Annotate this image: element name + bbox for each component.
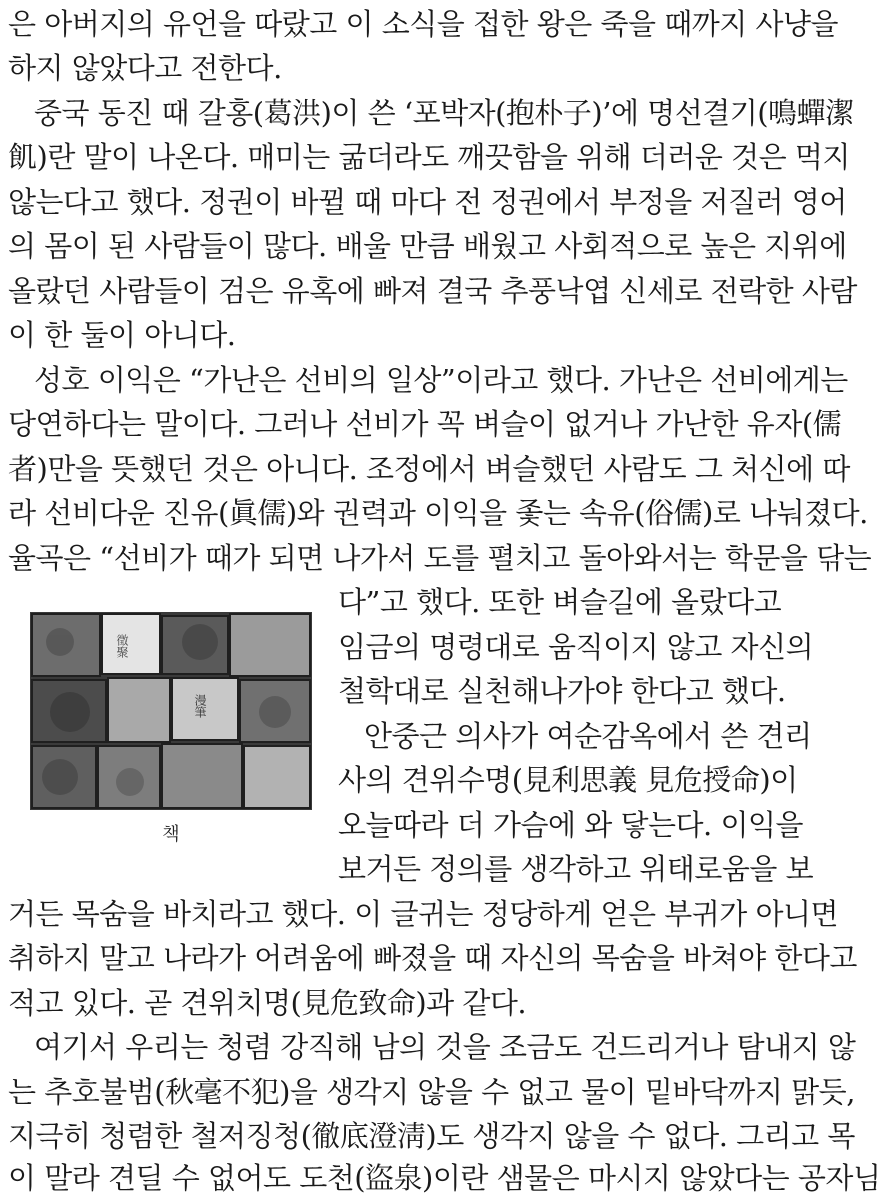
text-line: 의 몸이 된 사람들이 많다. 배울 만큼 배웠고 사회적으로 높은 지위에 bbox=[8, 229, 847, 263]
text-line: 라 선비다운 진유(眞儒)와 권력과 이익을 좇는 속유(俗儒)로 나눠졌다. bbox=[8, 496, 868, 530]
text-line: 飢)란 말이 나온다. 매미는 굶더라도 깨끗함을 위해 더러운 것은 먹지 bbox=[8, 140, 850, 174]
text-line: 성호 이익은 “가난은 선비의 일상”이라고 했다. 가난은 선비에게는 bbox=[34, 363, 848, 397]
text-line: 는 추호불범(秋毫不犯)을 생각지 않을 수 없고 물이 밑바닥까지 맑듯, bbox=[8, 1075, 855, 1109]
text-line: 者)만을 뜻했던 것은 아니다. 조정에서 벼슬했던 사람도 그 처신에 따 bbox=[8, 452, 850, 486]
text-line: 임금의 명령대로 움직이지 않고 자신의 bbox=[338, 630, 814, 664]
text-line: 철학대로 실천해나가야 한다고 했다. bbox=[338, 674, 786, 708]
text-line: 이 한 둘이 아니다. bbox=[8, 318, 236, 352]
text-line: 지극히 청렴한 철저징청(徹底澄淸)도 생각지 않을 수 없다. 그리고 목 bbox=[8, 1119, 855, 1153]
text-line: 여기서 우리는 청렴 강직해 남의 것을 조금도 건드리거나 탐내지 않 bbox=[34, 1030, 856, 1064]
text-line: 보거든 정의를 생각하고 위태로움을 보 bbox=[338, 852, 814, 886]
text-line: 하지 않았다고 전한다. bbox=[8, 51, 282, 85]
book-label: 漫筆 bbox=[193, 694, 207, 718]
old-books-photo bbox=[30, 612, 312, 810]
text-line: 올랐던 사람들이 검은 유혹에 빠져 결국 추풍낙엽 신세로 전락한 사람 bbox=[8, 274, 857, 308]
text-line: 취하지 말고 나라가 어려움에 빠졌을 때 자신의 목숨을 바쳐야 한다고 bbox=[8, 941, 857, 975]
text-line: 중국 동진 때 갈홍(葛洪)이 쓴 ‘포박자(抱朴子)’에 명선결기(鳴蟬潔 bbox=[34, 96, 854, 130]
text-line: 은 아버지의 유언을 따랐고 이 소식을 접한 왕은 죽을 때까지 사냥을 bbox=[8, 7, 839, 41]
text-line: 거든 목숨을 바치라고 했다. 이 글귀는 정당하게 얻은 부귀가 아니면 bbox=[8, 897, 839, 931]
text-line: 율곡은 “선비가 때가 되면 나가서 도를 펼치고 돌아와서는 학문을 닦는 bbox=[8, 541, 872, 575]
text-line: 다”고 했다. 또한 벼슬길에 올랐다고 bbox=[338, 585, 782, 619]
book-label: 徵聚 bbox=[115, 634, 129, 658]
text-line: 안중근 의사가 여순감옥에서 쓴 견리 bbox=[364, 719, 812, 753]
text-line: 당연하다는 말이다. 그러나 선비가 꼭 벼슬이 없거나 가난한 유자(儒 bbox=[8, 407, 842, 441]
text-line: 오늘따라 더 가슴에 와 닿는다. 이익을 bbox=[338, 808, 804, 842]
text-line: 적고 있다. 곧 견위치명(見危致命)과 같다. bbox=[8, 986, 527, 1020]
text-line: 않는다고 했다. 정권이 바뀔 때 마다 전 정권에서 부정을 저질러 영어 bbox=[8, 185, 847, 219]
image-caption: 책 bbox=[162, 824, 180, 845]
text-line: 이 말라 견딜 수 없어도 도천(盜泉)이란 샘물은 마시지 않았다는 공자님 bbox=[8, 1161, 880, 1195]
text-line: 사의 견위수명(見利思義 見危授命)이 bbox=[338, 763, 798, 797]
